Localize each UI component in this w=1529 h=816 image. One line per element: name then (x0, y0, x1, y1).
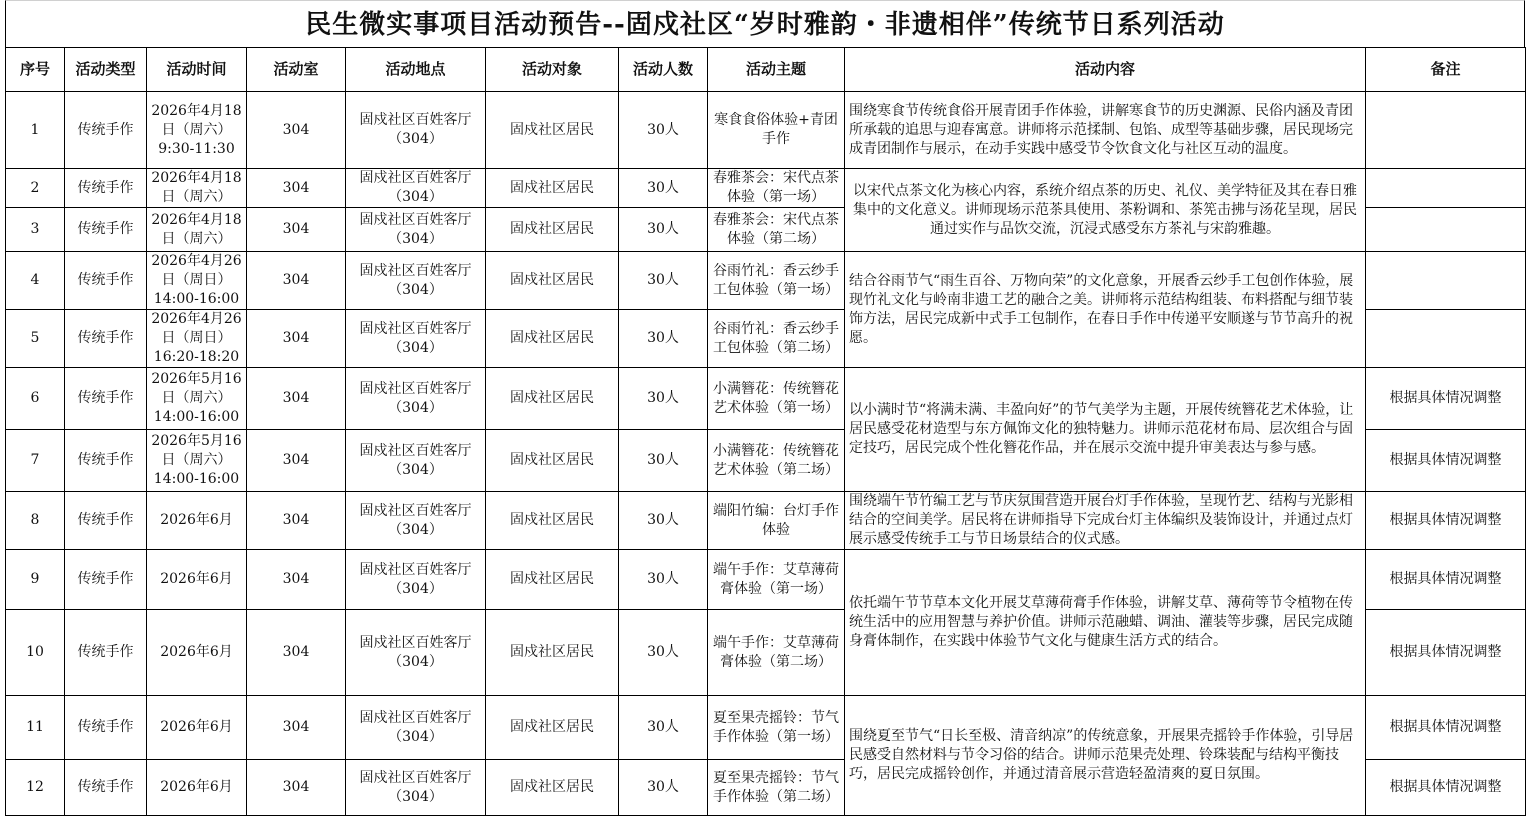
header-content: 活动内容 (845, 48, 1366, 92)
header-time: 活动时间 (147, 48, 247, 92)
cell-room: 304 (247, 610, 346, 696)
cell-note (1366, 92, 1526, 169)
cell-content: 以宋代点茶文化为核心内容，系统介绍点茶的历史、礼仪、美学特征及其在春日雅集中的文化意义。讲师现场示范茶具使用、茶粉调和、茶筅击拂与汤花呈现，居民通过实作与品饮交流，沉浸式感受东方茶礼与宋韵雅趣。 (845, 169, 1366, 252)
cell-no: 1 (6, 92, 65, 169)
cell-count: 30人 (619, 208, 708, 252)
cell-type: 传统手作 (65, 368, 147, 430)
cell-content: 结合谷雨节气“雨生百谷、万物向荣”的文化意象，开展香云纱手工包创作体验，展现竹礼文化与岭南非遗工艺的融合之美。讲师将示范结构组装、布料搭配与细节装饰方法，居民完成新中式手工包制作，在春日手作中传递平安顺遂与节节高升的祝愿。 (845, 252, 1366, 368)
cell-room: 304 (247, 252, 346, 310)
activity-table (5, 47, 1526, 816)
cell-note: 根据具体情况调整 (1366, 430, 1526, 492)
cell-theme: 谷雨竹礼：香云纱手工包体验（第一场） (708, 252, 845, 310)
table-row (6, 550, 1526, 610)
cell-count: 30人 (619, 310, 708, 368)
cell-target: 固戍社区居民 (486, 208, 619, 252)
cell-place: 固戍社区百姓客厅（304） (346, 252, 486, 310)
cell-time: 2026年5月16日（周六）14:00-16:00 (147, 368, 247, 430)
cell-room: 304 (247, 169, 346, 208)
cell-theme: 端午手作：艾草薄荷膏体验（第一场） (708, 550, 845, 610)
cell-content: 围绕端午节竹编工艺与节庆氛围营造开展台灯手作体验，呈现竹艺、结构与光影相结合的空间美学。居民将在讲师指导下完成台灯主体编织及装饰设计，并通过点灯展示感受传统手工与节日场景结合的仪式感。 (845, 492, 1366, 550)
cell-theme: 寒食食俗体验+青团手作 (708, 92, 845, 169)
cell-target: 固戍社区居民 (486, 430, 619, 492)
cell-no: 12 (6, 760, 65, 816)
cell-note: 根据具体情况调整 (1366, 696, 1526, 760)
cell-place: 固戍社区百姓客厅（304） (346, 310, 486, 368)
cell-room: 304 (247, 550, 346, 610)
cell-place: 固戍社区百姓客厅（304） (346, 696, 486, 760)
cell-type: 传统手作 (65, 550, 147, 610)
cell-type: 传统手作 (65, 696, 147, 760)
cell-count: 30人 (619, 252, 708, 310)
cell-type: 传统手作 (65, 430, 147, 492)
table-row (6, 169, 1526, 208)
header-note: 备注 (1366, 48, 1526, 92)
cell-time: 2026年4月18日（周六） (147, 169, 247, 208)
cell-room: 304 (247, 92, 346, 169)
cell-target: 固戍社区居民 (486, 610, 619, 696)
table-row (6, 492, 1526, 550)
table-row (6, 368, 1526, 430)
cell-target: 固戍社区居民 (486, 550, 619, 610)
cell-place: 固戍社区百姓客厅（304） (346, 610, 486, 696)
cell-note: 根据具体情况调整 (1366, 492, 1526, 550)
cell-target: 固戍社区居民 (486, 169, 619, 208)
cell-time: 2026年5月16日（周六）14:00-16:00 (147, 430, 247, 492)
cell-note (1366, 252, 1526, 310)
cell-target: 固戍社区居民 (486, 492, 619, 550)
cell-content: 围绕寒食节传统食俗开展青团手作体验，讲解寒食节的历史渊源、民俗内涵及青团所承载的追思与迎春寓意。讲师将示范揉制、包馅、成型等基础步骤，居民现场完成青团制作与展示，在动手实践中感受节令饮食文化与社区互动的温度。 (845, 92, 1366, 169)
cell-count: 30人 (619, 169, 708, 208)
cell-count: 30人 (619, 760, 708, 816)
cell-room: 304 (247, 310, 346, 368)
header-row (6, 48, 1526, 92)
cell-count: 30人 (619, 430, 708, 492)
cell-time: 2026年6月 (147, 696, 247, 760)
cell-room: 304 (247, 368, 346, 430)
cell-count: 30人 (619, 550, 708, 610)
cell-time: 2026年6月 (147, 760, 247, 816)
cell-note (1366, 208, 1526, 252)
table-row (6, 252, 1526, 310)
cell-count: 30人 (619, 696, 708, 760)
cell-place: 固戍社区百姓客厅（304） (346, 169, 486, 208)
cell-note: 根据具体情况调整 (1366, 368, 1526, 430)
cell-time: 2026年4月26日（周日）14:00-16:00 (147, 252, 247, 310)
cell-target: 固戍社区居民 (486, 368, 619, 430)
cell-place: 固戍社区百姓客厅（304） (346, 92, 486, 169)
cell-time: 2026年6月 (147, 492, 247, 550)
header-place: 活动地点 (346, 48, 486, 92)
cell-note: 根据具体情况调整 (1366, 760, 1526, 816)
cell-content: 围绕夏至节气“日长至极、清音纳凉”的传统意象，开展果壳摇铃手作体验，引导居民感受自然材料与节令习俗的结合。讲师示范果壳处理、铃珠装配与结构平衡技巧，居民完成摇铃创作，并通过清音展示营造轻盈清爽的夏日氛围。 (845, 696, 1366, 816)
cell-type: 传统手作 (65, 492, 147, 550)
cell-count: 30人 (619, 92, 708, 169)
cell-target: 固戍社区居民 (486, 696, 619, 760)
cell-note: 根据具体情况调整 (1366, 550, 1526, 610)
cell-target: 固戍社区居民 (486, 760, 619, 816)
cell-time: 2026年4月18日（周六）9:30-11:30 (147, 92, 247, 169)
cell-target: 固戍社区居民 (486, 92, 619, 169)
cell-place: 固戍社区百姓客厅（304） (346, 760, 486, 816)
cell-no: 11 (6, 696, 65, 760)
cell-theme: 夏至果壳摇铃：节气手作体验（第一场） (708, 696, 845, 760)
cell-type: 传统手作 (65, 610, 147, 696)
cell-room: 304 (247, 492, 346, 550)
cell-no: 3 (6, 208, 65, 252)
cell-no: 2 (6, 169, 65, 208)
header-theme: 活动主题 (708, 48, 845, 92)
cell-type: 传统手作 (65, 169, 147, 208)
cell-time: 2026年6月 (147, 550, 247, 610)
cell-theme: 谷雨竹礼：香云纱手工包体验（第二场） (708, 310, 845, 368)
cell-no: 4 (6, 252, 65, 310)
header-target: 活动对象 (486, 48, 619, 92)
spreadsheet (5, 0, 1525, 816)
cell-theme: 小满簪花：传统簪花艺术体验（第二场） (708, 430, 845, 492)
page-title: 民生微实事项目活动预告--固戍社区“岁时雅韵・非遗相伴”传统节日系列活动 (5, 0, 1525, 47)
cell-place: 固戍社区百姓客厅（304） (346, 208, 486, 252)
cell-count: 30人 (619, 492, 708, 550)
cell-content: 以小满时节“将满未满、丰盈向好”的节气美学为主题，开展传统簪花艺术体验，让居民感受花材造型与东方佩饰文化的独特魅力。讲师示范花材布局、层次组合与固定技巧，居民完成个性化簪花作品，并在展示交流中提升审美表达与参与感。 (845, 368, 1366, 492)
cell-theme: 春雅茶会：宋代点茶体验（第二场） (708, 208, 845, 252)
cell-theme: 端阳竹编：台灯手作体验 (708, 492, 845, 550)
cell-theme: 夏至果壳摇铃：节气手作体验（第二场） (708, 760, 845, 816)
cell-place: 固戍社区百姓客厅（304） (346, 492, 486, 550)
header-room: 活动室 (247, 48, 346, 92)
cell-type: 传统手作 (65, 310, 147, 368)
cell-room: 304 (247, 760, 346, 816)
cell-theme: 春雅茶会：宋代点茶体验（第一场） (708, 169, 845, 208)
cell-target: 固戍社区居民 (486, 310, 619, 368)
cell-no: 7 (6, 430, 65, 492)
table-row (6, 696, 1526, 760)
cell-time: 2026年4月18日（周六） (147, 208, 247, 252)
cell-count: 30人 (619, 368, 708, 430)
cell-theme: 小满簪花：传统簪花艺术体验（第一场） (708, 368, 845, 430)
cell-target: 固戍社区居民 (486, 252, 619, 310)
cell-place: 固戍社区百姓客厅（304） (346, 430, 486, 492)
cell-content: 依托端午节节草本文化开展艾草薄荷膏手作体验，讲解艾草、薄荷等节令植物在传统生活中的应用智慧与养护价值。讲师示范融蜡、调油、灌装等步骤，居民完成随身膏体制作，在实践中体验节气文化与健康生活方式的结合。 (845, 550, 1366, 696)
table-row (6, 92, 1526, 169)
cell-type: 传统手作 (65, 252, 147, 310)
header-count: 活动人数 (619, 48, 708, 92)
cell-place: 固戍社区百姓客厅（304） (346, 550, 486, 610)
cell-type: 传统手作 (65, 92, 147, 169)
cell-note: 根据具体情况调整 (1366, 610, 1526, 696)
cell-time: 2026年4月26日（周日）16:20-18:20 (147, 310, 247, 368)
cell-theme: 端午手作：艾草薄荷膏体验（第二场） (708, 610, 845, 696)
cell-room: 304 (247, 208, 346, 252)
cell-type: 传统手作 (65, 208, 147, 252)
header-type: 活动类型 (65, 48, 147, 92)
cell-type: 传统手作 (65, 760, 147, 816)
cell-no: 5 (6, 310, 65, 368)
cell-place: 固戍社区百姓客厅（304） (346, 368, 486, 430)
cell-no: 10 (6, 610, 65, 696)
cell-no: 8 (6, 492, 65, 550)
cell-room: 304 (247, 696, 346, 760)
cell-no: 6 (6, 368, 65, 430)
header-no: 序号 (6, 48, 65, 92)
cell-no: 9 (6, 550, 65, 610)
cell-time: 2026年6月 (147, 610, 247, 696)
cell-count: 30人 (619, 610, 708, 696)
cell-note (1366, 169, 1526, 208)
cell-room: 304 (247, 430, 346, 492)
cell-note (1366, 310, 1526, 368)
